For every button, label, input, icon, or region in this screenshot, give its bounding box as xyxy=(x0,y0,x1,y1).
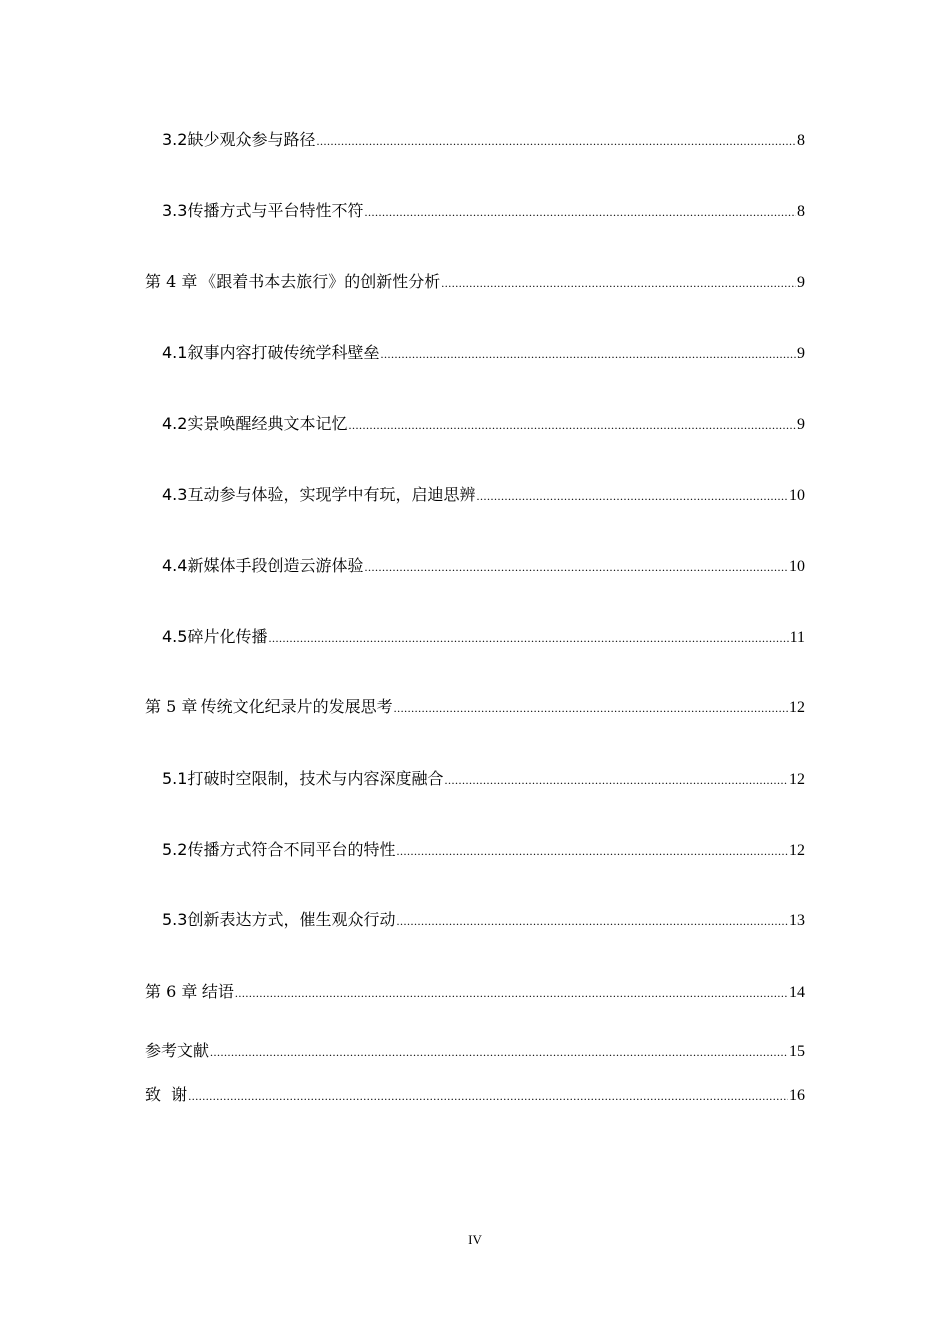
toc-page-number: 9 xyxy=(797,416,805,433)
toc-entry-5-3[interactable] xyxy=(162,909,805,932)
toc-entry-5-2[interactable] xyxy=(162,839,805,862)
toc-page-number: 9 xyxy=(797,345,805,362)
dot-leader xyxy=(396,840,788,862)
toc-number: 4.1 xyxy=(162,343,188,362)
toc-page-number: 8 xyxy=(797,203,805,220)
dot-leader xyxy=(364,201,796,223)
toc-title: 碎片化传播 xyxy=(187,627,268,646)
toc-title: 传播方式符合不同平台的特性 xyxy=(187,840,396,859)
toc-title: 缺少观众参与路径 xyxy=(187,130,316,149)
dot-leader xyxy=(441,272,796,294)
toc-entry-chapter-5[interactable] xyxy=(145,696,805,719)
dot-leader xyxy=(444,769,788,791)
toc-title: 参考文献 xyxy=(145,1041,210,1060)
toc-number: 4.4 xyxy=(162,556,188,575)
toc-entry-chapter-6[interactable] xyxy=(145,981,805,1004)
toc-page-number: 15 xyxy=(789,1043,805,1060)
toc-title: 创新表达方式，催生观众行动 xyxy=(187,910,396,929)
toc-entry-4-2[interactable] xyxy=(162,413,805,436)
toc-page-number: 12 xyxy=(789,699,805,716)
toc-entry-4-4[interactable] xyxy=(162,555,805,578)
dot-leader xyxy=(210,1041,788,1063)
toc-number: 第 5 章 xyxy=(145,697,198,716)
toc-number: 3.2 xyxy=(162,130,188,149)
footer-page-number: IV xyxy=(468,1232,482,1247)
dot-leader xyxy=(380,343,796,365)
toc-page-number: 11 xyxy=(789,629,805,646)
toc-title: 结语 xyxy=(201,982,234,1001)
dot-leader xyxy=(396,910,788,932)
toc-number: 3.3 xyxy=(162,201,188,220)
toc-page-number: 12 xyxy=(789,842,805,859)
toc-page-number: 9 xyxy=(797,274,805,291)
toc-page-number: 10 xyxy=(789,558,805,575)
toc-title: 《跟着书本去旅行》的创新性分析 xyxy=(200,272,441,291)
toc-title: 传统文化纪录片的发展思考 xyxy=(200,697,393,716)
toc-entry-acknowledgements[interactable] xyxy=(145,1084,805,1107)
toc-entry-references[interactable] xyxy=(145,1040,805,1063)
toc-title: 打破时空限制，技术与内容深度融合 xyxy=(187,769,444,788)
dot-leader xyxy=(188,1085,788,1107)
toc-entry-4-1[interactable] xyxy=(162,342,805,365)
toc-number: 5.1 xyxy=(162,769,188,788)
toc-number: 4.2 xyxy=(162,414,188,433)
dot-leader xyxy=(476,485,788,507)
toc-page-number: 16 xyxy=(789,1087,805,1104)
dot-leader xyxy=(364,556,788,578)
dot-leader xyxy=(268,627,788,649)
toc-entry-3-3[interactable] xyxy=(162,200,805,223)
toc-entry-3-2[interactable] xyxy=(162,129,805,152)
toc-page-number: 10 xyxy=(789,487,805,504)
toc-number: 5.3 xyxy=(162,910,188,929)
toc-title: 实景唤醒经典文本记忆 xyxy=(187,414,348,433)
toc-title: 新媒体手段创造云游体验 xyxy=(187,556,364,575)
dot-leader xyxy=(235,982,788,1004)
toc-page-number: 13 xyxy=(789,912,805,929)
toc-number: 4.5 xyxy=(162,627,188,646)
dot-leader xyxy=(348,414,796,436)
toc-title: 互动参与体验，实现学中有玩，启迪思辨 xyxy=(187,485,476,504)
toc-entry-5-1[interactable] xyxy=(162,768,805,791)
toc-number: 第 6 章 xyxy=(145,982,198,1001)
toc-entry-chapter-4[interactable] xyxy=(145,271,805,294)
dot-leader xyxy=(316,130,796,152)
toc-title: 叙事内容打破传统学科壁垒 xyxy=(187,343,380,362)
toc-title: 传播方式与平台特性不符 xyxy=(187,201,364,220)
toc-page-number: 14 xyxy=(789,984,805,1001)
toc-number: 5.2 xyxy=(162,840,188,859)
toc-number: 4.3 xyxy=(162,485,188,504)
toc-entry-4-5[interactable] xyxy=(162,626,805,649)
toc-entry-4-3[interactable] xyxy=(162,484,805,507)
toc-page-number: 8 xyxy=(797,132,805,149)
toc-title: 致 谢 xyxy=(145,1085,188,1104)
toc-page-number: 12 xyxy=(789,771,805,788)
toc-number: 第 4 章 xyxy=(145,272,198,291)
dot-leader xyxy=(394,697,788,719)
